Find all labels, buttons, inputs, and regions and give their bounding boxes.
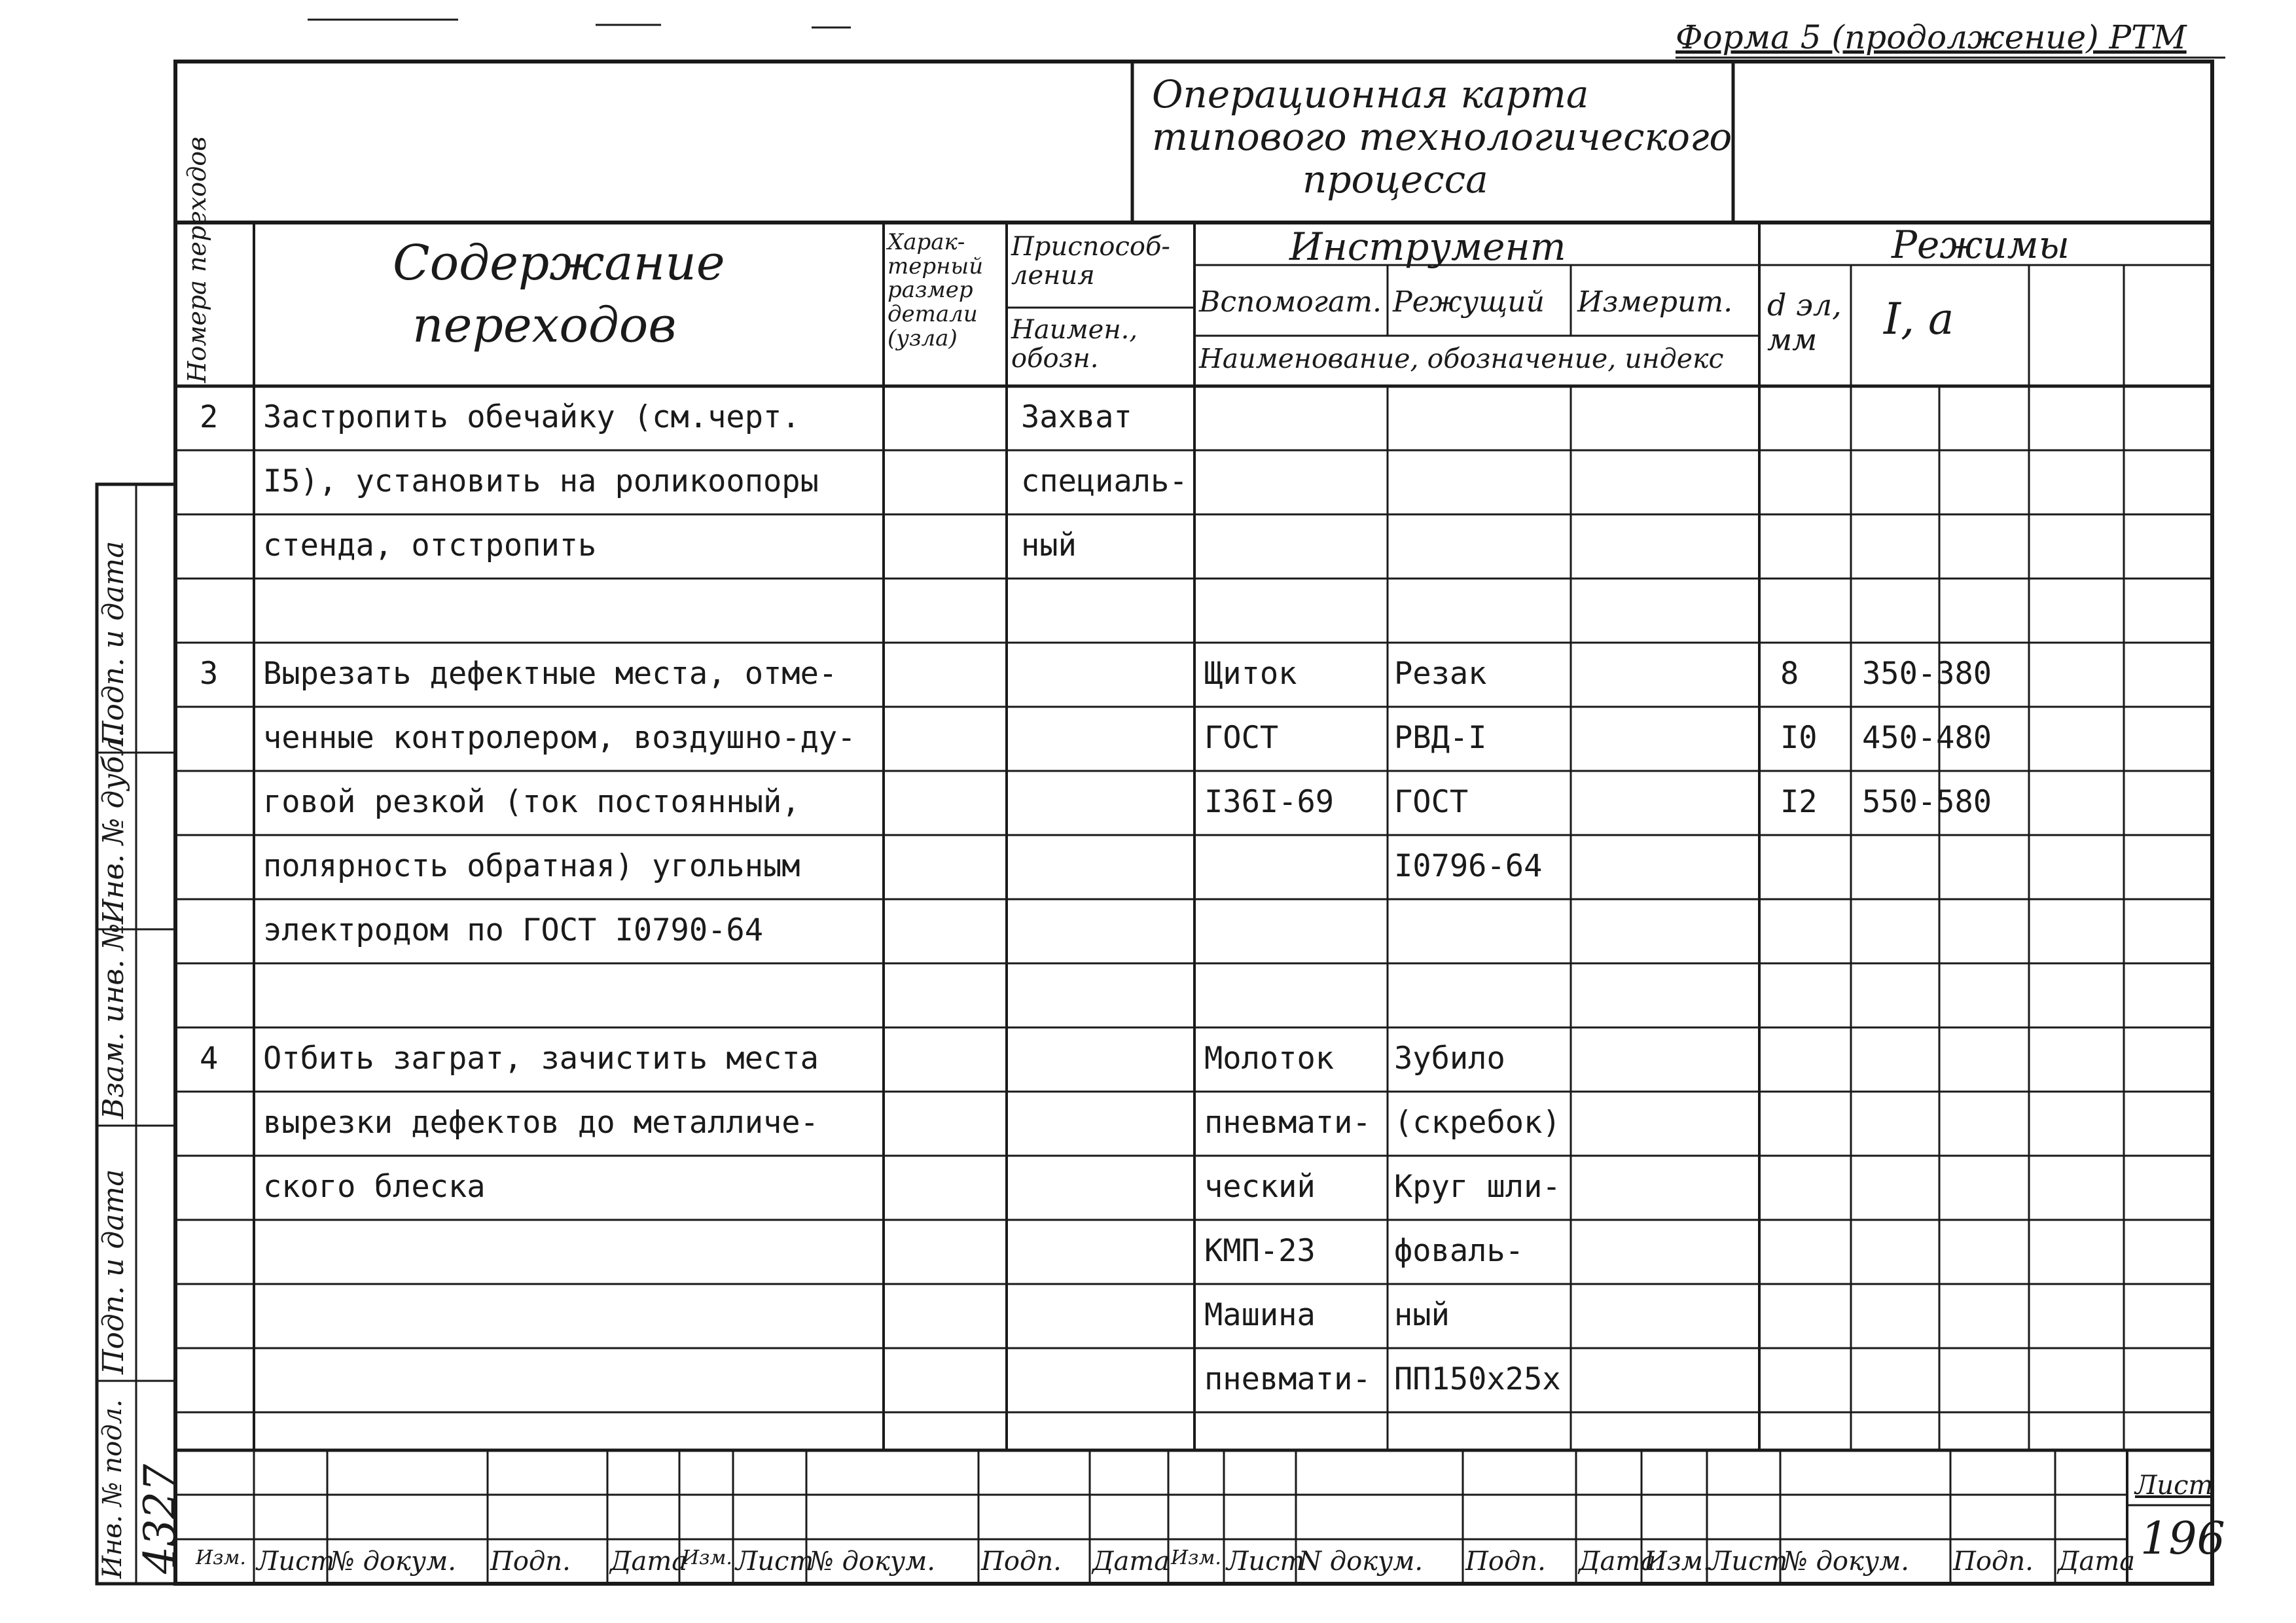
revision-col-label: Лист [736,1546,814,1577]
revision-col-label: Подп. [981,1546,1062,1577]
cutting-tool: ПП150х25х [1394,1361,1561,1397]
revision-col-label: Изм. [1171,1546,1221,1569]
side-label-original-inventory: Инв. № подл. [98,1399,128,1578]
revision-col-label: Лист [1227,1546,1305,1577]
cutting-tool: (скребок) [1394,1105,1561,1141]
header-tool-aux: Вспомогат. [1199,285,1382,319]
side-label-sign-date-1: Подп. и дата [97,541,130,746]
step-content: ченные контролером, воздушно-ду- [263,720,856,756]
revision-col-label: Лист [1710,1546,1788,1577]
cutting-tool: ный [1394,1297,1450,1333]
aux-tool: ческий [1204,1169,1316,1205]
step-number: 4 [200,1041,219,1077]
revision-col-label: Изм. [682,1546,732,1569]
step-number: 2 [200,399,219,435]
header-size-line3: размер [888,277,973,304]
electrode-diameter: I2 [1780,784,1818,820]
electrode-diameter: 8 [1780,656,1799,692]
header-d-el-line2: мм [1767,321,1818,357]
header-steps-no: Номера переходов [183,136,211,383]
header-size-line5: (узла) [888,325,958,351]
header-fixture-name-line1: Наимен., [1011,315,1138,345]
step-content: Застропить обечайку (см.черт. [263,399,800,435]
header-fixture-line1: Приспособ- [1011,232,1170,262]
cutting-tool: Круг шли- [1394,1169,1561,1205]
cutting-tool: Зубило [1394,1041,1505,1077]
header-tool-desc: Наименование, обозначение, индекс [1199,343,1724,374]
side-label-dup-inventory: Инв. № дубл. [97,728,130,924]
current-range: 550-580 [1862,784,1992,820]
step-content: Отбить заграт, зачистить места [263,1041,819,1077]
header-fixture-line2: ления [1011,260,1095,291]
step-content: I5), установить на роликоопоры [263,463,819,499]
header-content-line2: переходов [412,297,677,353]
header-fixture [1011,232,1170,290]
cutting-tool: фоваль- [1394,1233,1524,1269]
revision-col-label: Дата [1092,1546,1170,1577]
step-number: 3 [200,656,219,692]
header-size-line4: детали [888,301,978,328]
revision-col-label: Дата [2058,1546,2136,1577]
revision-col-label: Лист [257,1546,335,1577]
sheet-label: Лист [2135,1471,2214,1501]
aux-tool: I36I-69 [1204,784,1335,820]
inventory-number: 4327 [135,1464,185,1574]
header-tool-cut: Режущий [1393,285,1545,319]
card-title-line3: процесса [1302,157,1488,202]
step-content: Вырезать дефектные места, отме- [263,656,838,692]
current-range: 350-380 [1862,656,1992,692]
header-d-el [1767,288,1842,357]
revision-col-label: № докум. [809,1546,935,1577]
revision-col-label: Подп. [490,1546,571,1577]
form-label: Форма 5 (продолжение) РТМ [1676,18,2187,56]
aux-tool: КМП-23 [1204,1233,1316,1269]
step-content: ского блеска [263,1169,486,1205]
revision-col-label: N докум. [1299,1546,1424,1577]
aux-tool: Молоток [1204,1041,1335,1077]
fixture-name: Захват [1021,399,1132,435]
fixture-name: специаль- [1021,463,1188,499]
revision-col-label: № докум. [1783,1546,1909,1577]
header-size [888,230,983,351]
header-modes: Режимы [1892,223,2070,267]
header-fixture-name-line2: обозн. [1011,344,1099,374]
card-title-line2: типового технологического [1152,115,1732,159]
cutting-tool: Резак [1394,656,1487,692]
header-tool: Инструмент [1289,224,1566,269]
header-fixture-name [1011,315,1138,373]
aux-tool: ГОСТ [1204,720,1279,756]
step-content: стенда, отстропить [263,527,597,563]
revision-col-label: Изм. [1644,1546,1712,1577]
aux-tool: пневмати- [1204,1105,1371,1141]
header-current: I, a [1884,294,1954,344]
fixture-name: ный [1021,527,1077,563]
header-size-line1: Харак- [888,229,965,255]
electrode-diameter: I0 [1780,720,1818,756]
aux-tool: пневмати- [1204,1361,1371,1397]
cutting-tool: ГОСТ [1394,784,1469,820]
revision-col-label: Дата [1579,1546,1657,1577]
step-content: говой резкой (ток постоянный, [263,784,800,820]
header-d-el-line1: d эл, [1767,287,1842,323]
side-label-sign-date-2: Подп. и дата [97,1169,130,1374]
revision-col-label: Подп. [1953,1546,2034,1577]
header-size-line2: терный [888,253,984,279]
header-tool-meas: Измерит. [1577,285,1733,319]
cutting-tool: I0796-64 [1394,848,1543,884]
revision-col-label: Подп. [1465,1546,1546,1577]
step-content: электродом по ГОСТ I0790-64 [263,912,764,948]
header-content-line1: Содержание [393,235,725,291]
revision-col-label: № докум. [330,1546,456,1577]
aux-tool: Машина [1204,1297,1316,1333]
step-content: полярность обратная) угольным [263,848,800,884]
card-title-line1: Операционная карта [1152,72,1589,116]
revision-col-label: Изм. [196,1546,246,1569]
sheet-number: 196 [2140,1513,2225,1565]
step-content: вырезки дефектов до металличе- [263,1105,819,1141]
cutting-tool: РВД-I [1394,720,1487,756]
current-range: 450-480 [1862,720,1992,756]
revision-col-label: Дата [610,1546,688,1577]
aux-tool: Щиток [1204,656,1297,692]
side-label-replaced-inventory: Взам. инв. № [97,923,130,1119]
